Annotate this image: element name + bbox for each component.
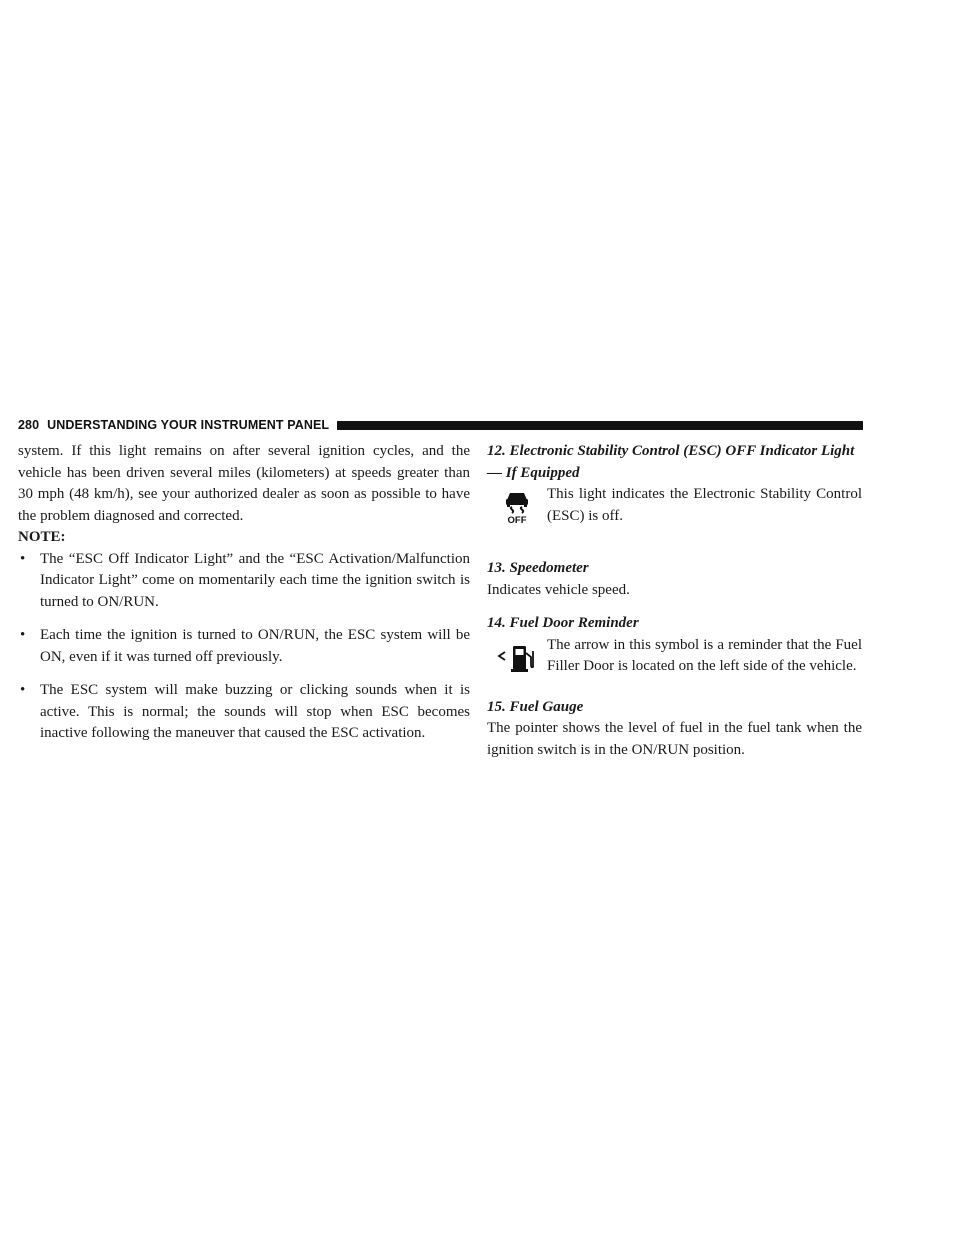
speedometer-heading: 13. Speedometer [487,560,589,576]
page-number: 280 [18,418,40,432]
esc-off-heading: 12. Electronic Stability Control (ESC) OFF Indicator Light — If Equipped [487,443,855,481]
fuel-pump-icon [487,635,547,685]
fuel-gauge-section [487,697,862,762]
fuel-pump-icon-svg [496,641,538,675]
fuel-door-heading: 14. Fuel Door Reminder [487,615,639,631]
list-item [18,625,470,668]
bullet-glyph: • [20,550,26,567]
esc-off-body: This light indicates the Electronic Stability Control (ESC) is off. [547,486,862,524]
esc-off-icon-svg [502,490,532,524]
esc-off-row [487,484,862,534]
bullet-glyph: • [20,627,26,643]
note-label: NOTE: [18,529,66,545]
bullet-text: Each time the ignition is turned to ON/RUN, the ESC system will be ON, even if it was turned off previously. [40,627,470,665]
fuel-gauge-body: The pointer shows the level of fuel in the fuel tank when the ignition switch is in the ON/RUN position. [487,720,862,758]
speedometer-body: Indicates vehicle speed. [487,581,630,598]
page-header [18,414,863,436]
fuel-door-row [487,635,862,685]
note-bullets [18,549,470,745]
esc-off-icon-label: OFF [507,515,527,524]
right-column [487,441,862,773]
bullet-text: The “ESC Off Indicator Light” and the “ESC Activation/Malfunction Indicator Light” come on momentarily each time the ignition switch is turned to ON/RUN. [40,550,470,610]
esc-off-icon [487,484,547,534]
list-item [18,680,470,745]
fuel-door-section [487,613,862,685]
bullet-glyph: • [20,682,26,698]
section-spacer [487,546,862,558]
list-item [18,549,470,614]
bullet-text: The ESC system will make buzzing or clicking sounds when it is active. This is normal; the sounds will stop when ESC becomes inactive following the maneuver that caused the ESC activation. [40,682,470,741]
header-rule [337,421,863,430]
fuel-gauge-heading: 15. Fuel Gauge [487,698,584,715]
section-title: UNDERSTANDING YOUR INSTRUMENT PANEL [47,418,330,432]
esc-off-section [487,441,862,534]
left-column [18,441,470,757]
speedometer-section [487,558,862,601]
intro-paragraph: system. If this light remains on after several ignition cycles, and the vehicle has been driven several miles (kilometers) at speeds greater than 30 mph (48 km/h), see your authorized dealer as soon as possible to have the problem diagnosed and corrected. [18,443,470,524]
fuel-door-body: The arrow in this symbol is a reminder that the Fuel Filler Door is located on the left side of the vehicle. [547,636,862,674]
